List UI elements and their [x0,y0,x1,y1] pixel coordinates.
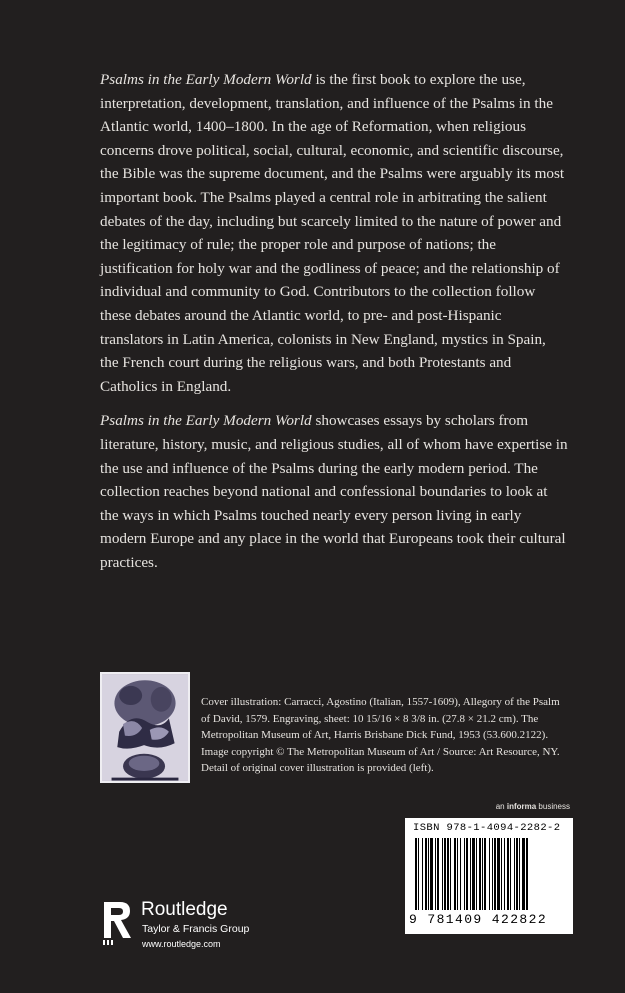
informa-prefix: an [495,802,507,811]
cover-illustration-credit: Cover illustration: Carracci, Agostino (Italian, 1557-1609), Allegory of the Psalm of David, 1579. Engraving, sheet: 10 15/16 × 8 3/8 in. (27.8 × 21.2 cm). The Metropolitan Museum of Art, Harris Brisbane Dick Fund, 1953 (53.600.2122). Image copyright © The Metropolitan Museum of Art / Source: Art Resource, NY. Detail of original cover illustration is provided (left). [201,696,560,775]
isbn-barcode [405,818,573,934]
blurb-paragraph-1 [100,68,568,398]
informa-business-tag [462,802,570,811]
informa-suffix: business [536,802,570,811]
engraving-thumbnail [102,674,188,781]
publisher-name: Routledge [141,899,228,920]
book-title-italic: Psalms in the Early Modern World [100,71,312,88]
blurb-paragraph-2 [100,409,568,574]
routledge-logo-icon [100,898,134,946]
barcode-bars [413,838,567,912]
blurb-paragraph-2-text: showcases essays by scholars from literature, history, music, and religious studies, all of whom have expertise in the use and influence of the Psalms during the early modern period. The collection reaches beyond national and confessional boundaries to look at the ways in which Psalms touched nearly every person living in early modern Europe and any place in the world that Europeans took their cultural practices. [100,412,568,571]
publisher-block [100,892,280,952]
publisher-group: Taylor & Francis Group [142,923,250,935]
book-title-italic: Psalms in the Early Modern World [100,412,312,430]
isbn-label: ISBN 978-1-4094-2282-2 [413,822,561,834]
ean-digits: 9 781409 422822 [409,912,548,927]
back-cover-blurb [100,68,568,585]
publisher-url[interactable]: www.routledge.com [142,939,221,949]
cover-illustration-detail-image [100,672,190,783]
blurb-paragraph-1-text: is the first book to explore the use, interpretation, development, translation, and influence of the Psalms in the Atlantic world, 1400–1800. In the age of Reformation, when religious concerns drove political, social, cultural, economic, and scientific discourse, the Bible was the supreme document, and the Psalms were arguably its most important book. The Psalms played a central role in arbitrating the salient debates of the day, including but scarcely limited to the nature of power and the legitimacy of rule; the proper role and purpose of nations; the justification for holy war and the godliness of peace; and the relationship of individual and community to God. Contributors to the collection follow these debates around the Atlantic world, to pre- and post-Hispanic translators in Latin America, colonists in New England, mystics in Spain, the French court during the religious wars, and both Protestants and Catholics in England. [100,71,565,395]
informa-brand: informa [506,802,537,811]
